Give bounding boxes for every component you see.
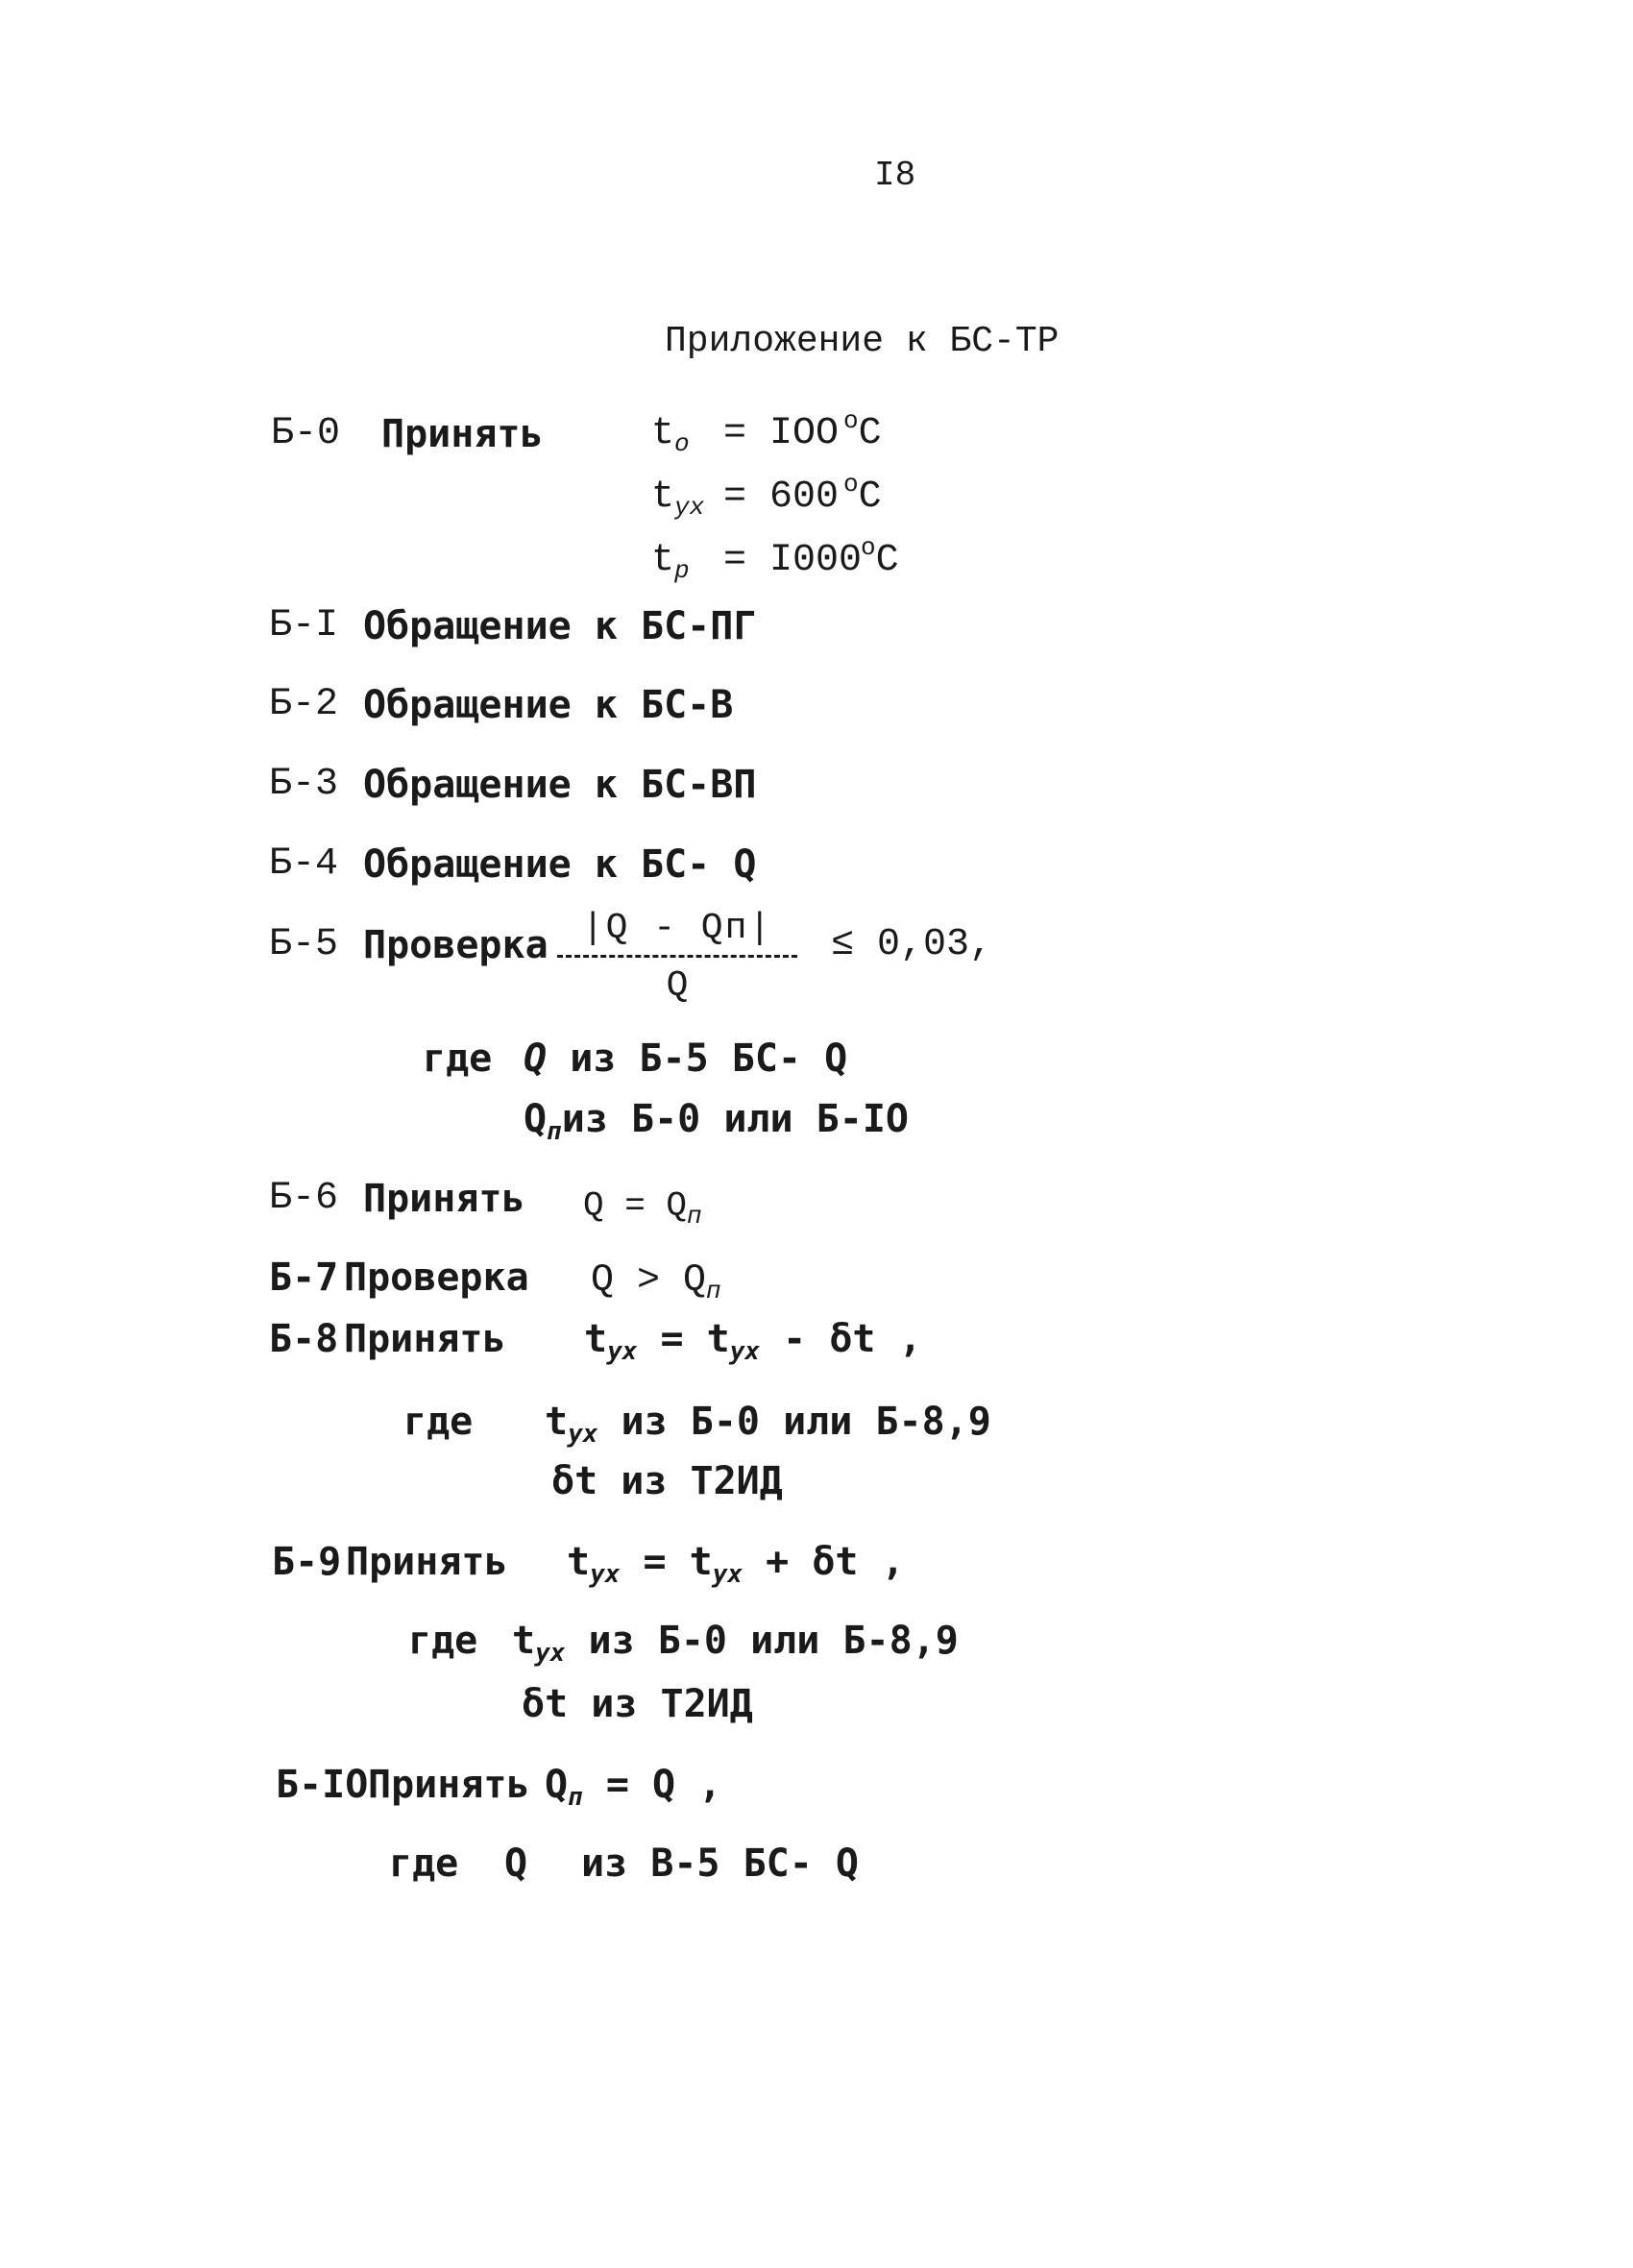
step-b3-code: Б-3 <box>269 763 339 806</box>
step-b6-eq: $Q = Q_п$ <box>583 1186 702 1231</box>
step-b8-code: Б-8 <box>269 1317 339 1361</box>
step-b9-code: Б-9 <box>272 1540 342 1584</box>
step-b7-code: Б-7 <box>269 1256 339 1300</box>
step-b5-action: Проверка <box>363 923 548 967</box>
step-b10-eq: $Q_п = Q$ , <box>545 1763 722 1812</box>
step-b4-text: Обращение к БС- Q <box>363 842 757 887</box>
step-b5-code: Б-5 <box>269 923 339 966</box>
step-b0-eq-t0: $t_о$ = IOO $^о$C <box>651 406 882 458</box>
step-b8-where-line2: δt из Т2ИД <box>551 1459 783 1503</box>
step-b2-code: Б-2 <box>269 683 339 726</box>
step-b1-code: Б-I <box>269 604 339 647</box>
step-b9-eq: $t_{ух} = t_{ух} + \delta t$ , <box>567 1540 905 1589</box>
step-b5-where: где <box>423 1036 493 1081</box>
step-b3-text: Обращение к БС-ВП <box>363 763 757 807</box>
step-b9-where: где <box>408 1619 478 1663</box>
step-b0-action: Принять <box>381 412 544 456</box>
page-number: I8 <box>874 156 916 195</box>
step-b9-where-line1: $t_{ух}$ из Б-0 или Б-8,9 <box>512 1619 959 1668</box>
fraction-numerator: |Q - Qп| <box>557 908 797 958</box>
step-b8-action: Принять <box>344 1317 506 1361</box>
step-b9-action: Принять <box>346 1540 508 1584</box>
step-b7-action: Проверка <box>344 1256 529 1300</box>
fraction-denominator: Q <box>666 965 689 1007</box>
step-b10-action: Принять <box>368 1763 530 1807</box>
step-b6-code: Б-6 <box>269 1177 339 1220</box>
step-b1-text: Обращение к БС-ПГ <box>363 604 757 648</box>
step-b10-where-rest: из В-5 БС- Q <box>581 1841 859 1886</box>
step-b8-where-line1: $t_{ух}$ из Б-0 или Б-8,9 <box>545 1400 991 1449</box>
step-b0-code: Б-0 <box>271 412 341 455</box>
step-b5-where-line1: Q из Б-5 БС- Q <box>524 1036 848 1081</box>
step-b2-text: Обращение к БС-В <box>363 683 734 727</box>
step-b0-eq-tyx: $t_{ух}$ = 600 $^о$C <box>651 470 882 522</box>
step-b10-code: Б-IO <box>276 1763 369 1807</box>
step-b5-where-line2: $Q_пиз$ Б-0 или Б-IO <box>524 1097 909 1146</box>
step-b10-where-var: Q <box>504 1841 528 1886</box>
appendix-heading: Приложение к БС-ТР <box>665 321 1060 362</box>
step-b4-code: Б-4 <box>269 842 339 886</box>
step-b9-where-line2: δt из Т2ИД <box>522 1682 753 1726</box>
step-b0-eq-tp: $t_р$ = I000 $^о$C <box>651 533 899 585</box>
step-b6-action: Принять <box>363 1177 525 1221</box>
step-b5-fraction <box>557 908 797 1007</box>
step-b5-condition: ≤ 0,03, <box>831 923 993 966</box>
step-b10-where: где <box>389 1841 459 1886</box>
step-b8-where: где <box>403 1400 474 1444</box>
step-b7-eq: $Q > Q_п$ <box>591 1259 721 1305</box>
step-b8-eq: $t_{ух} = t_{ух} - \delta t$ , <box>584 1317 922 1366</box>
